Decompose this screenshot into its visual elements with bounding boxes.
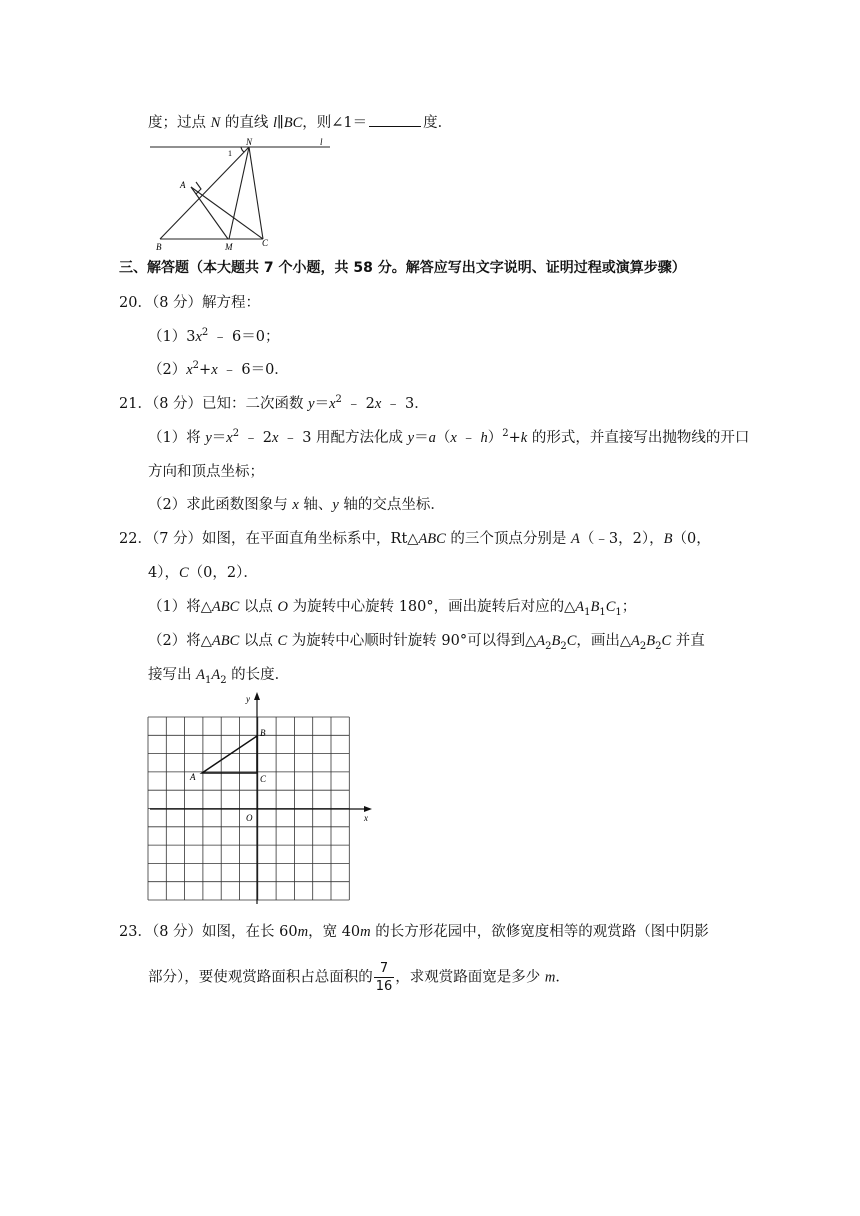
q22-part2: （2）将△ABC 以点 C 为旋转中心顺时针旋转 90°可以得到$\triangle A_2B_2C$，画出$\triangle A_2B_2C$ 并直 (148, 633, 705, 652)
q22-line2: 4），C（0，2）． (148, 565, 258, 581)
q22-part1: （1）将△ABC 以点 O 为旋转中心旋转 180°，画出旋转后对应的$\triangle A_1B_1C_1$； (148, 599, 637, 618)
q22-line1: 22．（7 分）如图，在平面直角坐标系中，Rt△ABC 的三个顶点分别是 A（﹣3，2），B（0， (119, 531, 711, 547)
label-C: C (262, 238, 269, 248)
q21-heading: 21．（8 分）已知：二次函数 $y=x^2$ ﹣ 2x ﹣ 3． (119, 394, 429, 412)
fraction-7-16: $\frac{7}{16}$ (375, 961, 393, 994)
q23-line2: 部分），要使观赏路面积占总面积的 $\frac{7}{16}$ ，求观赏路面宽是多少 m． (148, 961, 570, 994)
vertex-label-A: A (190, 772, 196, 782)
q21-part1-line2: 方向和顶点坐标； (148, 464, 264, 480)
label-l: l (320, 137, 323, 147)
q20-part2: $(2)x^2+x$ ﹣ 6＝0． (148, 360, 289, 378)
label-N: N (246, 137, 253, 147)
geometry-figure-q19 (140, 136, 340, 252)
q22-part2-line2: 接写出 $A_1A_2$ 的长度． (148, 667, 290, 686)
axis-label-x: x (364, 813, 368, 823)
axis-label-y: y (246, 694, 250, 704)
label-B: B (156, 242, 162, 252)
label-angle-1: 1 (228, 149, 232, 158)
label-A: A (180, 180, 186, 190)
vertex-label-C: C (260, 774, 267, 784)
triangle-ABC (202, 736, 257, 773)
q21-part1: （1）将 $y=x^2$ ﹣ 2x ﹣ 3 用配方法化成 y＝a（x ﹣ h）$^2$+k 的形式，并直接写出抛物线的开口 (148, 428, 750, 446)
coordinate-grid-figure (140, 690, 380, 912)
q21-part2: （2）求此函数图象与 x 轴、y 轴的交点坐标． (148, 497, 445, 513)
label-M: M (225, 242, 233, 252)
q20-part1: $(1)3x^2$ ﹣ 6＝0； (148, 327, 280, 345)
vertex-label-B: B (260, 728, 266, 738)
q20-heading: 20．（8 分）解方程： (119, 295, 261, 311)
q19-tail-line: 度；过点 N 的直线 l∥BC，则∠1＝ 度． (148, 112, 452, 133)
origin-label-O: O (246, 813, 253, 823)
answer-blank[interactable] (369, 112, 421, 127)
q23-line1: 23．（8 分）如图，在长 60m，宽 40m 的长方形花园中，欲修宽度相等的观赏路（图中阴影 (119, 924, 709, 940)
section-title: 三、解答题（本大题共 7 个小题，共 58 分。解答应写出文字说明、证明过程或演算步骤） (119, 260, 686, 276)
